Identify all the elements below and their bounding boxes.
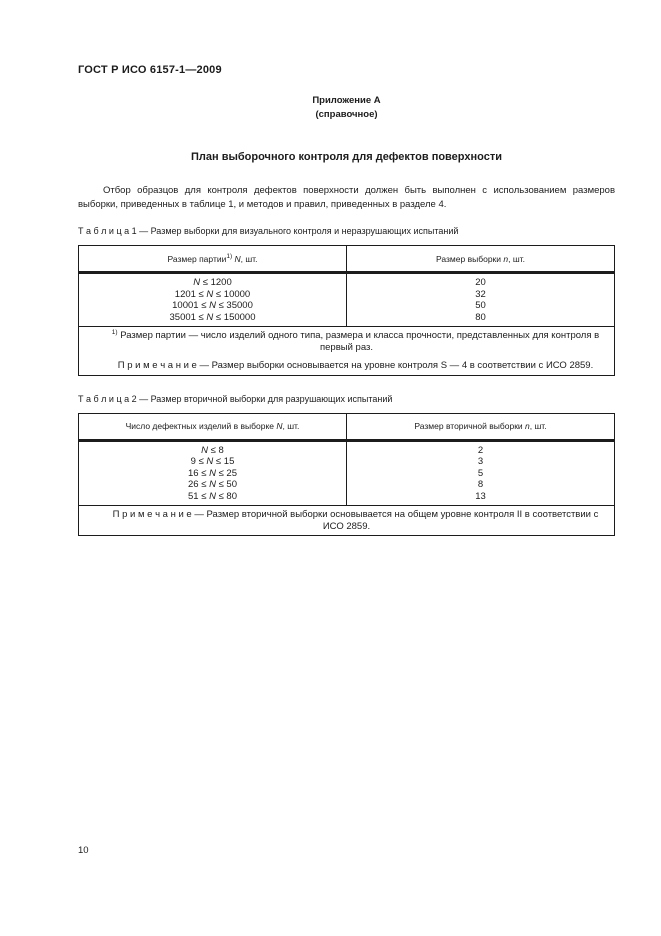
table2-col2-header: Размер вторичной выборки n, шт. — [347, 413, 615, 440]
table1-caption: Т а б л и ц а 1 — Размер выборки для визуального контроля и неразрушающих испытаний — [78, 226, 459, 236]
page-title: План выборочного контроля для дефектов поверхности — [191, 151, 502, 163]
table-row — [79, 456, 615, 468]
table-cell: 35001 ≤ N ≤ 150000 — [169, 311, 256, 323]
table-cell: 5 — [347, 468, 615, 480]
table-row — [79, 491, 615, 506]
table-row — [79, 289, 615, 301]
table-cell: 20 — [347, 273, 615, 289]
table-cell: N ≤ 8 — [201, 444, 224, 456]
appendix-label: Приложение А — [312, 95, 381, 106]
table-row — [79, 312, 615, 327]
table-cell: N ≤ 1200 — [193, 277, 232, 288]
table-cell: 3 — [347, 456, 615, 468]
table1-note-row — [79, 327, 615, 376]
footnote-ref: 1) — [226, 252, 233, 260]
table-cell: 9 ≤ N ≤ 15 — [190, 456, 235, 467]
table1-footnote: $^{1)}$ Размер партии — число изделий одного типа, размера и класса прочности, представленных для контроля в первый раз. — [111, 328, 600, 353]
table1-note-cell — [79, 327, 615, 376]
table2-body — [79, 440, 615, 506]
table-row — [79, 300, 615, 312]
table2-caption: Т а б л и ц а 2 — Размер вторичной выборки для разрушающих испытаний — [78, 393, 393, 404]
table-cell: 1201 ≤ N ≤ 10000 — [174, 288, 251, 300]
table-row — [79, 468, 615, 480]
table-cell: 26 ≤ N ≤ 50 — [188, 479, 237, 490]
document-page — [78, 0, 615, 536]
table-cell: 13 — [347, 491, 615, 506]
table-cell: 8 — [347, 479, 615, 491]
table-cell: 80 — [347, 312, 615, 327]
table1 — [78, 245, 615, 376]
intro-paragraph: Отбор образцов для контроля дефектов поверхности должен быть выполнен с использованием размеров выборки, приведенных в таблице 1, и методов и правил, приведенных в разделе 4. — [78, 185, 615, 210]
footnote-marker: 1) — [111, 328, 118, 336]
table2-note: П р и м е ч а н и е — Размер вторичной выборки основывается на общем уровне контроля II в соответствии с ИСО 2859. — [112, 509, 599, 532]
document-standard-number: ГОСТ Р ИСО 6157-1—2009 — [78, 64, 222, 76]
table-cell: 16 ≤ N ≤ 25 — [188, 467, 237, 479]
table-cell: 2 — [347, 440, 615, 456]
page-number: 10 — [78, 845, 89, 856]
table-cell: 51 ≤ N ≤ 80 — [188, 490, 237, 502]
table2-header-row — [79, 413, 615, 440]
table2-note-row — [79, 506, 615, 536]
table-row — [79, 440, 615, 456]
table1-col2-header: Размер выборки n, шт. — [347, 246, 615, 273]
table1-note: П р и м е ч а н и е — Размер выборки основывается на уровне контроля S — 4 в соответствии с ИСО 2859. — [117, 360, 594, 371]
table-row — [79, 273, 615, 289]
table1-col1-header: Размер партии$^{1)}$ N, шт. — [79, 246, 347, 273]
table2-note-cell — [79, 506, 615, 536]
table-cell: 32 — [347, 289, 615, 301]
table-row — [79, 479, 615, 491]
table-cell: 50 — [347, 300, 615, 312]
table2-col1-header: Число дефектных изделий в выборке N, шт. — [79, 413, 347, 440]
table1-header-row — [79, 246, 615, 273]
table2 — [78, 413, 615, 537]
table-cell: 10001 ≤ N ≤ 35000 — [172, 300, 253, 311]
appendix-heading — [78, 94, 615, 122]
table1-body — [79, 273, 615, 327]
appendix-type: (справочное) — [315, 109, 378, 120]
